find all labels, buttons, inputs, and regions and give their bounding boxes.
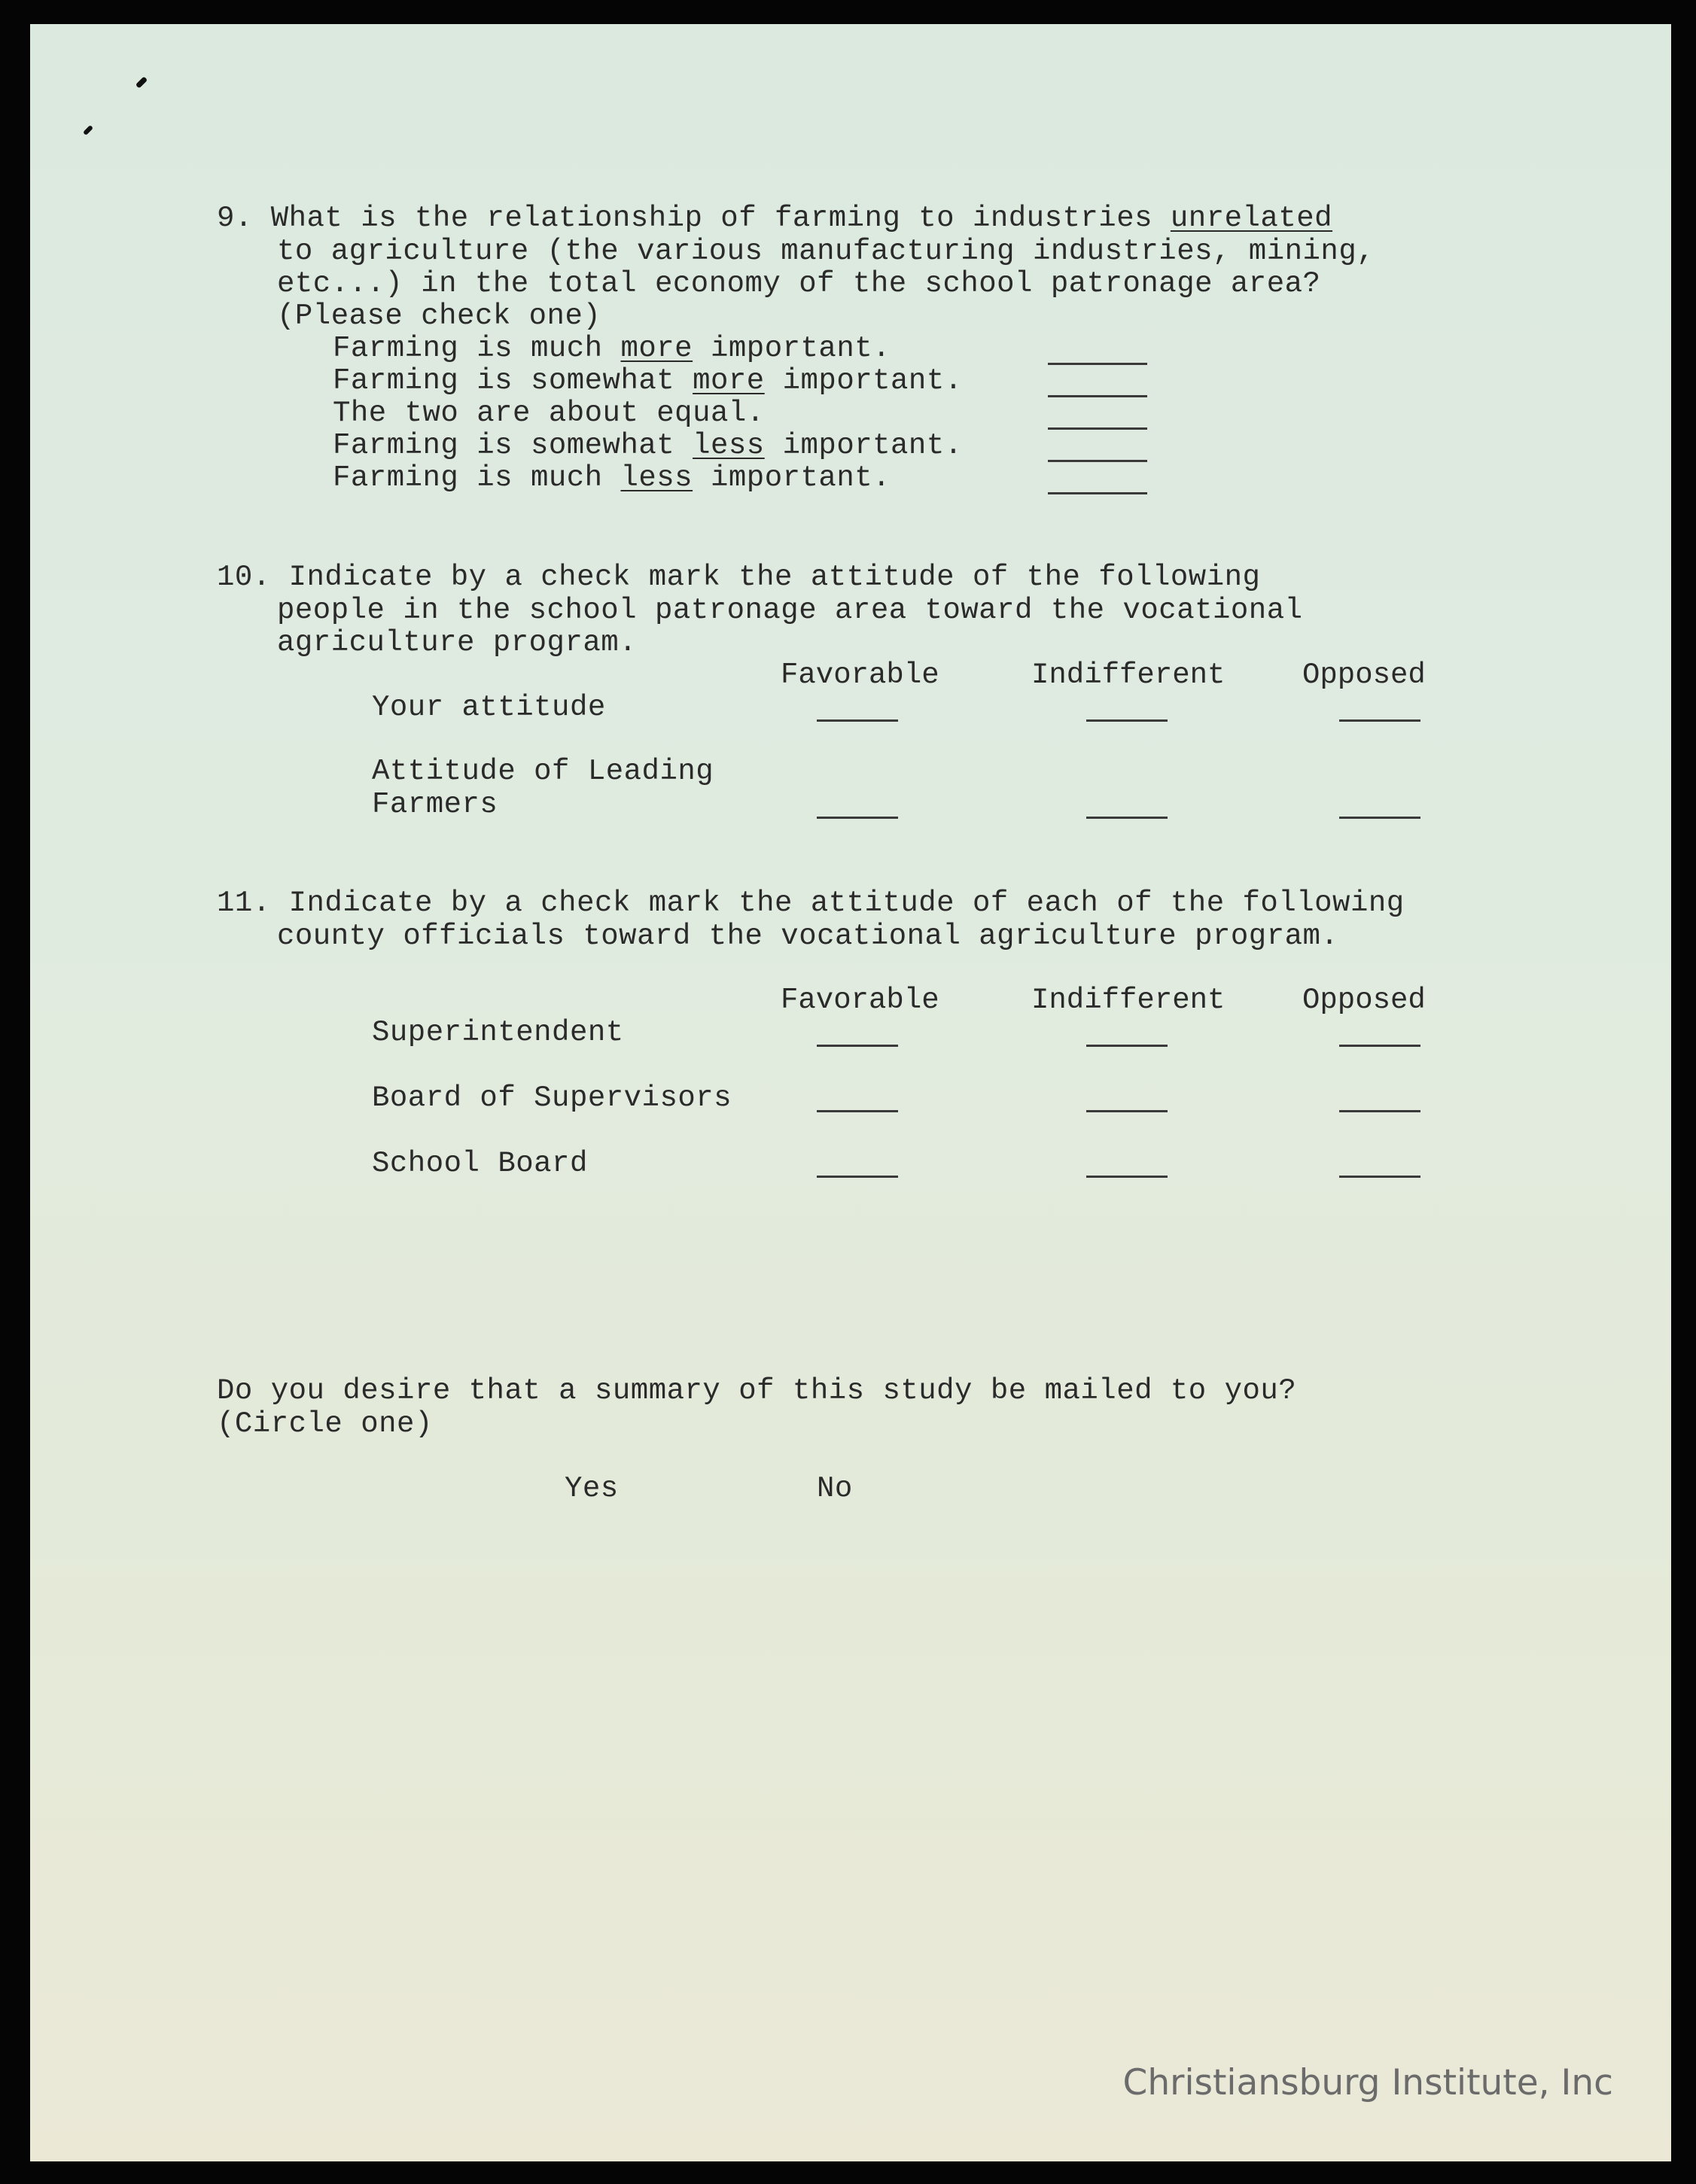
q11-line-2: county officials toward the vocational agriculture program. (277, 920, 1339, 953)
q9-emphasis: unrelated (1170, 202, 1333, 235)
q10-line-2: people in the school patronage area toward the vocational (277, 594, 1303, 627)
q11-row1-favorable-blank[interactable] (817, 1045, 898, 1047)
q10-row-leading-farmers-1: Attitude of Leading (372, 755, 714, 788)
q9-blank-2[interactable] (1048, 395, 1147, 397)
q11-row3-opposed-blank[interactable] (1339, 1176, 1420, 1178)
q11-line-1: 11. Indicate by a check mark the attitude of each of the following (217, 887, 1405, 920)
q9-line-1: 9. What is the relationship of farming to industries unrelated (217, 202, 1333, 235)
q10-row1-favorable-blank[interactable] (817, 719, 898, 722)
q11-row-board-of-supervisors: Board of Supervisors (372, 1081, 732, 1115)
q9-option-3: The two are about equal. (333, 397, 765, 430)
q9-line-2: to agriculture (the various manufacturing industries, mining, (277, 235, 1375, 268)
q11-row2-opposed-blank[interactable] (1339, 1110, 1420, 1112)
q10-row1-opposed-blank[interactable] (1339, 719, 1420, 722)
q11-row3-favorable-blank[interactable] (817, 1176, 898, 1178)
summary-instruction: (Circle one) (217, 1407, 433, 1440)
q11-row1-opposed-blank[interactable] (1339, 1045, 1420, 1047)
q9-option-5: Farming is much less important. (333, 461, 891, 494)
q11-row-superintendent: Superintendent (372, 1016, 624, 1049)
q9-blank-3[interactable] (1048, 427, 1147, 430)
q10-row2-indifferent-blank[interactable] (1086, 817, 1168, 819)
q10-row1-indifferent-blank[interactable] (1086, 719, 1168, 722)
q11-row3-indifferent-blank[interactable] (1086, 1176, 1168, 1178)
q11-col-favorable: Favorable (781, 984, 939, 1017)
q10-row2-favorable-blank[interactable] (817, 817, 898, 819)
summary-question: Do you desire that a summary of this study be mailed to you? (217, 1374, 1297, 1407)
q10-row-your-attitude: Your attitude (372, 691, 606, 724)
q9-blank-5[interactable] (1048, 492, 1147, 494)
q10-col-opposed: Opposed (1302, 659, 1426, 692)
q9-option-4: Farming is somewhat less important. (333, 429, 963, 462)
q9-option-2: Farming is somewhat more important. (333, 364, 963, 397)
q10-col-indifferent: Indifferent (1031, 659, 1226, 692)
q11-col-indifferent: Indifferent (1031, 984, 1226, 1017)
q9-line-4: (Please check one) (277, 300, 601, 333)
q9-line-3: etc...) in the total economy of the school patronage area? (277, 267, 1321, 300)
q11-row2-favorable-blank[interactable] (817, 1110, 898, 1112)
q9-blank-1[interactable] (1048, 363, 1147, 365)
q9-option-1: Farming is much more important. (333, 332, 891, 365)
q10-col-favorable: Favorable (781, 659, 939, 692)
summary-yes-option[interactable]: Yes (565, 1472, 619, 1505)
q10-line-1: 10. Indicate by a check mark the attitude of the following (217, 561, 1261, 594)
q9-blank-4[interactable] (1048, 460, 1147, 462)
q11-row2-indifferent-blank[interactable] (1086, 1110, 1168, 1112)
summary-no-option[interactable]: No (817, 1472, 853, 1505)
q11-row1-indifferent-blank[interactable] (1086, 1045, 1168, 1047)
archive-watermark: Christiansburg Institute, Inc (1122, 2062, 1613, 2103)
q11-col-opposed: Opposed (1302, 984, 1426, 1017)
q11-row-school-board: School Board (372, 1147, 588, 1180)
q10-line-3: agriculture program. (277, 626, 638, 659)
q10-row-leading-farmers-2: Farmers (372, 788, 498, 821)
q10-row2-opposed-blank[interactable] (1339, 817, 1420, 819)
